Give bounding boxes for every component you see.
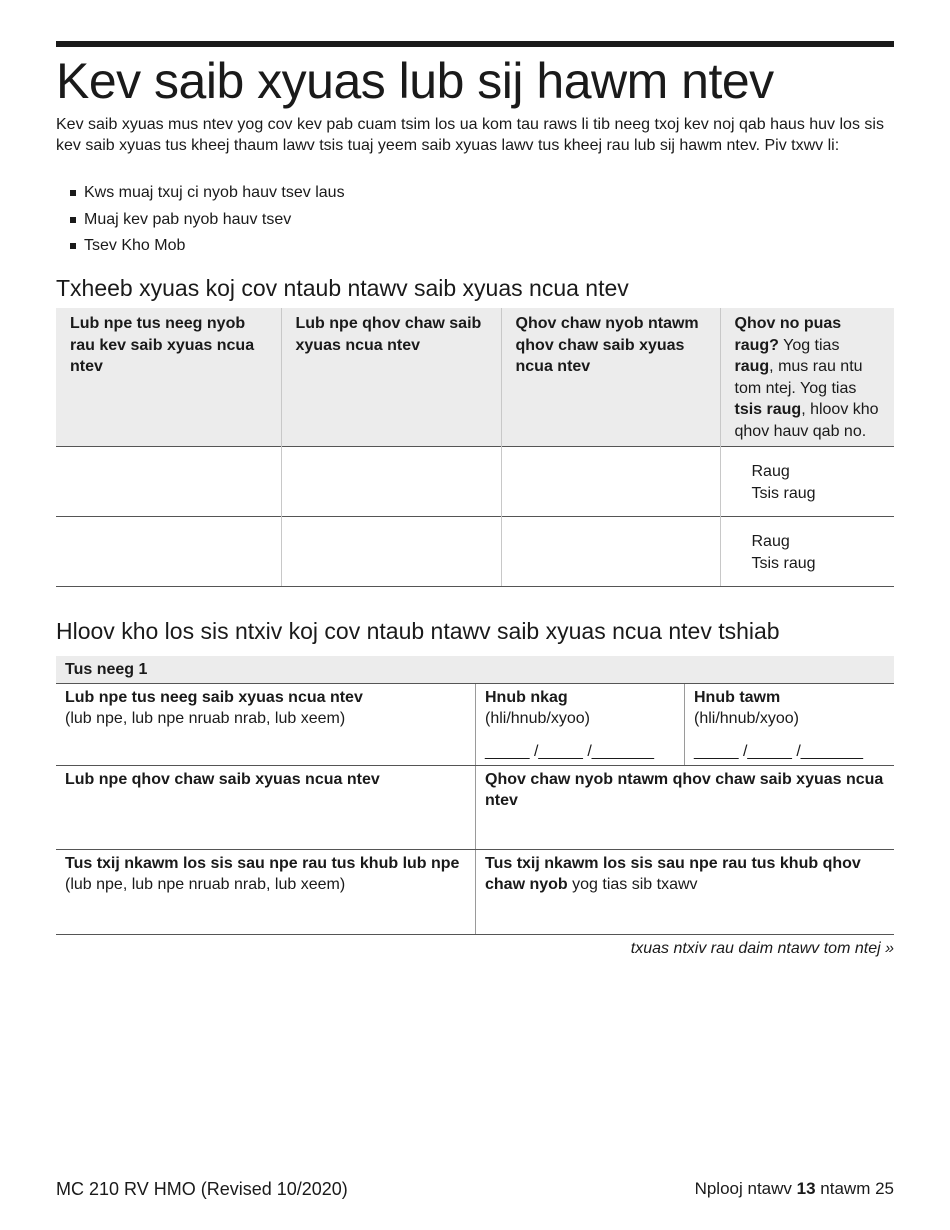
form-row bbox=[56, 684, 894, 766]
option-raug[interactable]: Raug bbox=[751, 463, 790, 480]
form-id: MC 210 RV HMO (Revised 10/2020) bbox=[56, 1179, 348, 1199]
option-tsis-raug[interactable]: Tsis raug bbox=[751, 555, 816, 572]
field-hint: (lub npe, lub npe nruab nrab, lub xeem) bbox=[65, 710, 346, 727]
form-row bbox=[56, 766, 894, 850]
facility-name-field[interactable] bbox=[56, 766, 475, 849]
spouse-address-field[interactable] bbox=[475, 850, 894, 934]
facility-address-field[interactable] bbox=[475, 766, 894, 849]
form-row bbox=[56, 850, 894, 935]
column-header-facility-address: Qhov chaw nyob ntawm qhov chaw saib xyuas ncua ntev bbox=[501, 308, 720, 447]
list-item: Tsev Kho Mob bbox=[56, 235, 345, 262]
field-label: Lub npe tus neeg saib xyuas ncua ntev bbox=[65, 689, 363, 706]
facility-name-cell[interactable] bbox=[281, 517, 501, 587]
field-label: Tus txij nkawm los sis sau npe rau tus khub qhov chaw nyob bbox=[485, 855, 861, 893]
review-table bbox=[56, 308, 894, 587]
date-blanks[interactable]: _____ /_____ /_______ bbox=[485, 743, 655, 760]
facility-address-cell[interactable] bbox=[501, 517, 720, 587]
section-heading-review: Txheeb xyuas koj cov ntaub ntawv saib xyuas ncua ntev bbox=[56, 275, 629, 301]
option-tsis-raug[interactable]: Tsis raug bbox=[751, 485, 816, 502]
intro-text: Kev saib xyuas mus ntev yog cov kev pab cuam tsim los ua kom tau raws li tib neeg txoj kev noj qab haus huv los sis kev saib xyuas tus kheej thaum lawv tsis tuaj yeem saib xyuas lawv tus kheej rau lub sij hawm ntev. Piv txwv li: bbox=[56, 116, 884, 154]
end-date-field[interactable] bbox=[684, 684, 894, 765]
field-label: Tus txij nkawm los sis sau npe rau tus khub lub npe bbox=[65, 855, 460, 872]
field-label: Hnub nkag bbox=[485, 689, 568, 706]
section-heading-update: Hloov kho los sis ntxiv koj cov ntaub ntawv saib xyuas ncua ntev tshiab bbox=[56, 618, 780, 644]
page-title: Kev saib xyuas lub sij hawm ntev bbox=[56, 53, 774, 109]
correct-options-cell bbox=[720, 517, 894, 587]
correct-options-cell bbox=[720, 447, 894, 517]
page-number: Nplooj ntawv 13 ntawm 25 bbox=[694, 1179, 894, 1198]
field-hint: (lub npe, lub npe nruab nrab, lub xeem) bbox=[65, 876, 346, 893]
person-block-label: Tus neeg 1 bbox=[56, 656, 894, 684]
caregiver-name-field[interactable] bbox=[56, 684, 475, 765]
facility-address-cell[interactable] bbox=[501, 447, 720, 517]
spouse-name-field[interactable] bbox=[56, 850, 475, 934]
column-header-facility-name: Lub npe qhov chaw saib xyuas ncua ntev bbox=[281, 308, 501, 447]
start-date-field[interactable] bbox=[475, 684, 684, 765]
person-name-cell[interactable] bbox=[56, 517, 281, 587]
field-hint: (hli/hnub/xyoo) bbox=[694, 710, 799, 727]
column-header-correct: Qhov no puas raug? Yog tias raug, mus rau ntu tom ntej. Yog tias tsis raug, hloov kho qhov hauv qab no. bbox=[720, 308, 894, 447]
update-form bbox=[56, 656, 894, 935]
field-hint: yog tias sib txawv bbox=[567, 876, 698, 893]
field-hint: (hli/hnub/xyoo) bbox=[485, 710, 590, 727]
table-row bbox=[56, 447, 894, 517]
table-row bbox=[56, 517, 894, 587]
column-header-person-name: Lub npe tus neeg nyob rau kev saib xyuas ncua ntev bbox=[56, 308, 281, 447]
field-label: Hnub tawm bbox=[694, 689, 781, 706]
option-raug[interactable]: Raug bbox=[751, 533, 790, 550]
field-label: Lub npe qhov chaw saib xyuas ncua ntev bbox=[65, 771, 380, 788]
facility-name-cell[interactable] bbox=[281, 447, 501, 517]
person-name-cell[interactable] bbox=[56, 447, 281, 517]
top-rule bbox=[56, 41, 894, 47]
list-item: Kws muaj txuj ci nyob hauv tsev laus bbox=[56, 182, 345, 209]
field-label: Qhov chaw nyob ntawm qhov chaw saib xyuas ncua ntev bbox=[485, 771, 884, 809]
examples-list bbox=[56, 182, 345, 262]
continue-note: txuas ntxiv rau daim ntawv tom ntej » bbox=[630, 940, 894, 957]
list-item: Muaj kev pab nyob hauv tsev bbox=[56, 209, 345, 236]
date-blanks[interactable]: _____ /_____ /_______ bbox=[694, 743, 864, 760]
